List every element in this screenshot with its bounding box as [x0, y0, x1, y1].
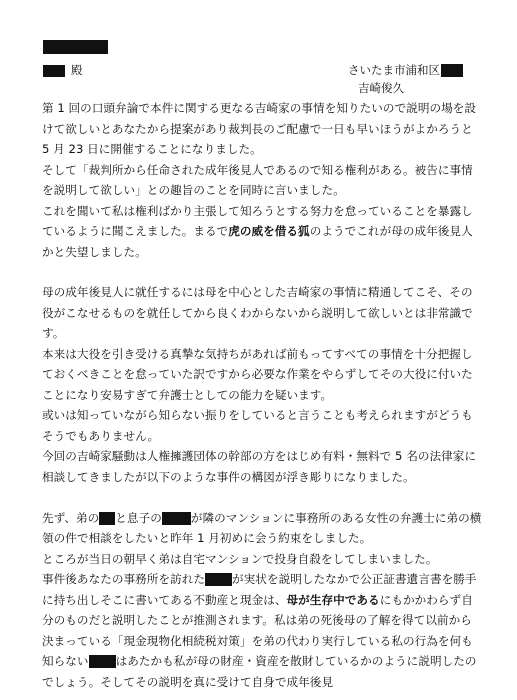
text-span: が隣のマンションに事務所のある女性の弁護士に弟の横領の件で相談をしたいと昨年 1 月初めに会う約束をしました。 — [42, 510, 482, 545]
paragraph — [42, 508, 482, 549]
text-span: のようでこれが母の成年後見人かと失望しました。 — [42, 224, 473, 259]
addressee-suffix: 殿 — [71, 63, 83, 77]
addressee-line — [43, 62, 463, 78]
redacted-name — [205, 573, 232, 586]
redacted-name — [43, 65, 65, 77]
text-span: と息子の — [115, 510, 162, 525]
redacted-name — [162, 512, 191, 525]
paragraph: そして「裁判所から任命された成年後見人であるので知る権利がある。被告に事情を説明して欲しい」との趣旨のことを同時に言いました。 — [42, 162, 473, 197]
text-span: 事件後あなたの事務所を訪れた — [42, 572, 206, 586]
paragraph-gap — [42, 487, 482, 508]
paragraph — [42, 201, 482, 263]
paragraph-gap — [42, 262, 482, 282]
paragraph: ところが当日の朝早く弟は自宅マンションで投身自殺をしてしまいました。 — [42, 551, 438, 566]
text-span: これを聞いて私は権利ばかり主張して知ろうとする努力を怠っていることを暴露しているように聞こえました。まるで — [42, 203, 473, 238]
redacted-block — [43, 40, 108, 54]
paragraph — [42, 569, 482, 692]
emphasis-text: 虎の威を借る狐 — [228, 224, 310, 238]
text-span: が実状を説明したなかで公正証書遺言書を勝手に持ち出しそこに書いてある不動産と現金は、 — [42, 572, 477, 607]
letter-body — [42, 98, 482, 692]
text-span: 先ず、弟の — [42, 510, 100, 525]
paragraph: 第 1 回の口頭弁論で本件に関する更なる吉崎家の事情を知りたいので説明の場を設けて欲しいとあなたから提案があり裁判長のご配慮で一日も早いほうがよかろうと 5 月 23 日に開催することになりました。 — [42, 101, 477, 156]
paragraph: 本来は大役を引き受ける真摯な気持ちがあれば前もってすべての事情を十分把握しておくべきことを怠っていた訳ですから必要な作業をやらずしてその大役に付いたことになり安易すぎて弁護士としての能力を疑います。 — [42, 346, 473, 402]
text-span: はあたかも私が母の財産・資産を散財しているかのように説明したのでしょう。そしてその説明を真に受けて自身で成年後見 — [42, 654, 477, 689]
sender-location — [348, 62, 463, 78]
location-text: さいたま市浦和区 — [348, 63, 440, 77]
text-span: にもかかわらず自分のものだと説明したことが推測されます。私は弟の死後母の了解を得て以前から決まっている「現金現物化相続税対策」を弟の代わり実行している私の行為を何も知らない — [42, 592, 473, 668]
redacted-address — [441, 64, 463, 77]
paragraph: 或いは知っていながら知らない振りをしていると言うことも考えられますがどうもそうでもありません。 — [42, 408, 473, 443]
sender-name: 吉崎俊久 — [358, 81, 404, 95]
redacted-name — [99, 512, 115, 525]
redacted-name — [89, 655, 116, 668]
emphasis-text: 母が生存中である — [286, 592, 380, 607]
paragraph: 母の成年後見人に就任するには母を中心とした吉崎家の事情に精通してこそ、その役がこなせるものを就任してから良くわからないから説明して欲しいとは非常識です。 — [42, 285, 473, 340]
paragraph: 今回の吉崎家騒動は人権擁護団体の幹部の方をはじめ有料・無料で 5 名の法律家に相談してきましたが以下のような事件の構図が浮き彫りになりました。 — [42, 449, 477, 484]
